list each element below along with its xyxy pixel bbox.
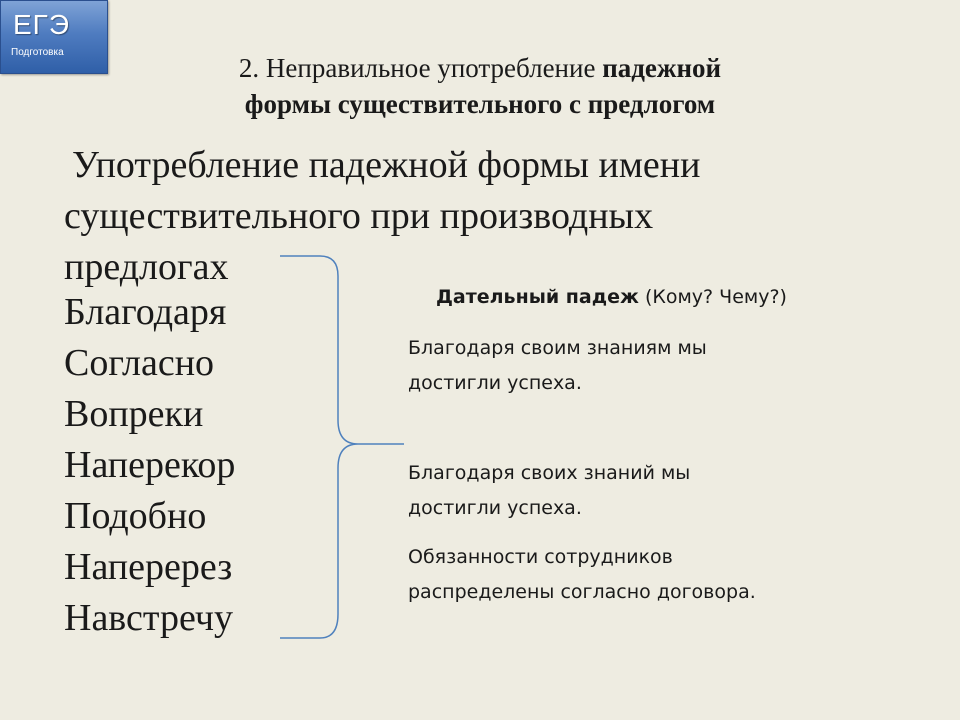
example-line: распределены согласно договора. bbox=[408, 581, 756, 603]
intro-text bbox=[64, 140, 824, 293]
title-prefix: 2. Неправильное употребление bbox=[238, 53, 603, 83]
title-bold-2: формы существительного с предлогом bbox=[244, 89, 716, 119]
case-heading-question: (Кому? Чему?) bbox=[638, 286, 787, 308]
example-line: достигли успеха. bbox=[408, 497, 582, 519]
slide-title bbox=[0, 50, 960, 122]
case-heading-bold: Дательный падеж bbox=[436, 286, 639, 308]
preposition-item: Навстречу bbox=[64, 597, 233, 639]
example-line: Благодаря своих знаний мы bbox=[408, 462, 691, 484]
curly-brace bbox=[276, 252, 416, 647]
logo-title: ЕГЭ bbox=[13, 9, 70, 40]
logo-subtitle: Подготовка bbox=[11, 47, 64, 58]
example-error-1 bbox=[408, 456, 948, 526]
example-line: Обязанности сотрудников bbox=[408, 546, 673, 568]
case-heading bbox=[436, 280, 956, 315]
example-line: Благодаря своим знаниям мы bbox=[408, 337, 707, 359]
intro-line-2: существительного при производных bbox=[64, 195, 654, 237]
title-bold-1: падежной bbox=[602, 53, 722, 83]
example-correct bbox=[408, 331, 948, 401]
preposition-item: Вопреки bbox=[64, 393, 204, 435]
preposition-item: Благодаря bbox=[64, 291, 227, 333]
preposition-item: Наперерез bbox=[64, 546, 233, 588]
intro-line-3: предлогах bbox=[64, 246, 229, 288]
intro-line-1: Употребление падежной формы имени bbox=[72, 144, 701, 186]
preposition-item: Согласно bbox=[64, 342, 215, 384]
example-line: достигли успеха. bbox=[408, 372, 582, 394]
preposition-list bbox=[64, 287, 235, 644]
preposition-item: Подобно bbox=[64, 495, 207, 537]
preposition-item: Наперекор bbox=[64, 444, 236, 486]
example-error-2 bbox=[408, 540, 948, 610]
